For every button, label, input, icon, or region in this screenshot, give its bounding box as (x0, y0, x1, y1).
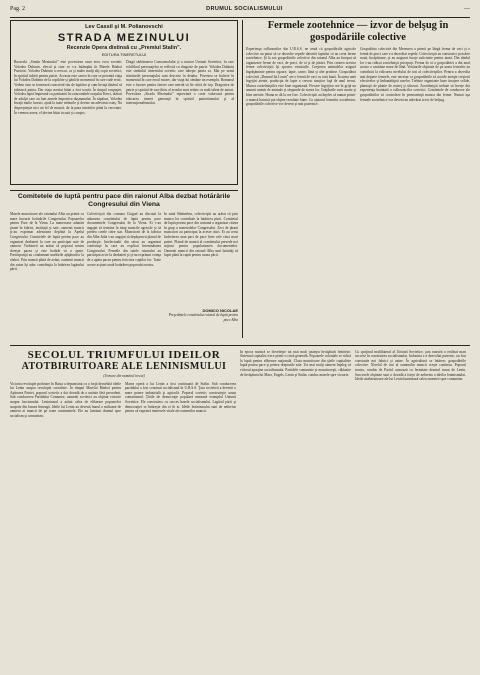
article-signature: DOMICO NICOLAE (202, 308, 238, 313)
header-mark: — (464, 6, 470, 12)
article-title: Comitetele de luptă pentru pace din raionul Alba dezbat hotărârile Congresului din Viena (17, 193, 231, 208)
article-title-line-2: ATOTBIRUITOARE ALE LENINISMULUI (21, 361, 227, 372)
article-secolul-triumfului (10, 345, 470, 669)
article-fermele-zootehnice (246, 20, 470, 332)
article-column-1: Experienţa colhozurilor din U.R.S.S. ne arată că gospodăriile agricole colective au putut să se dezvolte repede datorită faptului că au creat ferme zootehnice. Şi la noi gospodăriile colective din raionul Alba au început să organizeze ferme de vaci, de porci, de oi şi de păsări. Prin crearea acestor ferme colectiviştii îşi sporesc veniturile. Creşterea animalelor asigură îngrăşăminte pentru ogoare, lapte, carne, lână şi alte produse. Gospodăria colectivă „Drumul lui Lenin” are o fermă de vaci cu rasă bună. În urma unei îngrijiri atente, producţia de lapte a crescut simţitor faţă de anul trecut. Munca zootehniştilor este bine organizată. Fiecare îngrijitor are în grijă un anumit număr de animale şi răspunde de starea lor. Grajdurile sunt curate şi bine aerisite. Hrana se dă la ore fixe. Colectiviştii au înţeles că numai printr-o muncă harnică pot obţine rezultate bune. Cu ajutorul fermelor zootehnice, gospodăriile colective vor deveni şi mai puternice. (246, 47, 356, 107)
article-signature-note: Preşedintele comitetului raional de luptă pentru pace Alba (168, 313, 238, 322)
divider (10, 190, 238, 191)
article-byline: Lev Cassil şi M. Polianovschi (85, 24, 163, 30)
newspaper-title: DRUMUL SOCIALISMULUI (206, 6, 283, 12)
page-header (10, 6, 470, 16)
article-column-right: Dragă sărbătoarea Comsomolului şi a tuturor Uniunii Sovietice, în care echilibrul personajelor se reflectă cu dragoste de patrie. Volodea Dubinin este simbolul tineretului sovietic care iubeşte patria sa. Mai pe urmă trăsăturile personajului sunt descrise în detaliu. Povestea se încheie în momentul în care eroul moare, dar viaţa lui rămâne un exemplu. Romanul este o lucrare pentru tineret care merită să fie citită de toţi. Dragostea de patrie şi spiritul de sacrificiu al eroului sunt redate cu mult talent de autori. Povestirea „Strada Mezinului” reprezintă o carte valoroasă pentru educarea tinerei generaţii în spiritul patriotismului şi al internaţionalismului. (126, 60, 234, 106)
divider (10, 345, 470, 346)
article-title: Fermele zootehnice — izvor de belşug în gospodăriile colective (267, 20, 449, 43)
page-number: Pag. 2 (10, 6, 25, 12)
article-publisher: EDITURA TINERETULUI (101, 52, 147, 57)
article-subtitle: Recenzie Opera distinsă cu „Premiul Stalin”. (66, 45, 182, 51)
article-column-2: Gospodăria colectivă din Mereurea a primit pe lângă ferma de vaci şi o fermă de porci care s-a dezvoltat repede. Colectiviştii au construit o porcărie nouă, încăpătoare, şi au asigurat furaje suficiente pentru iarnă. Din rândul lor s-au ridicat zootehnişti pricepuţi. Ferma de oi a gospodăriei a dat anul acesta o cantitate mare de lână. Veniturile obţinute de pe urma fermelor au contribuit la ridicarea nivelului de trai al colectiviştilor. Pentru a dezvolta mai departe fermele, este necesar ca gospodăriile să acorde atenţie creşterii efectivelor şi îmbunătăţirii raselor. Trebuie organizate baze furajere solide, plantaţii de plante de nutreţ şi silozuri. Zootehniştii trebuie să înveţe din experienţa înaintată a colhoznicilor sovietici. Comitetele de conducere ale gospodăriilor să controleze în permanenţă munca din ferme. Numai aşa fermele zootehnice vor deveni un adevărat izvor de belşug. (360, 47, 470, 102)
article-strada-mezinului (10, 20, 238, 185)
article-column-left: Boravski „Strada Mezinului” este povestirea unui erou erou sovietic Volodea Dubinin, elevul şi cine ce s-a întâmplat în Marele Război Patriotic. Volodea Dubinin a crescut, ca şi multe mulţi alţi copii sovietici, în spiritul iubirii pentru patrie. Aceasta este cartea în care se prezintă viaţa lui Volodea Dubinin de la copilărie şi până în momentul în care cade eroic. Vedem cum se formează caracterul său de luptător şi cum învaţă tânărul să iubească patria. Dar viaţa acestui băiat a fost scurtă. În timpul ocupaţiei, Volodea luptă împreună cu partizanii în catacombele oraşului Kerci, alături de adulţii care au luat armele împotriva duşmanului. În săpături, Volodea învaţă multe lucruri, ajută la toate treburile şi devine un adevărat ostaş. Nu dispreţuieşte nici un fel de muncă, de la paza intrărilor până la cercetare. În vremea aceea, el devine băiat iscusit şi curajos. (14, 60, 122, 115)
article-title-line-1: SECOLUL TRIUMFULUI IDEILOR (27, 349, 221, 361)
header-rule (10, 17, 470, 18)
article-column-3: În satul Sântimbru, colectiviştii au arătat că prin munca lor contribuie la întărirea păcii. Comitetul de luptă pentru pace din comună a organizat citirea în grup a materialelor Congresului. Zeci de ţărani muncitori au participat la aceste citiri. Ei au cerut încheierea unui pact de pace între cele cinci mari puteri. Planul de muncă al comitetului prevede noi acţiuni pentru popularizarea documentelor. Oamenii muncii din raionul Alba sunt hotărâţi să lupte până la capăt pentru cauza păcii. (164, 212, 238, 258)
article-comitetele-lupta (10, 190, 238, 338)
article-column-1: Masele muncitoare ale raionului Alba au primit cu mare bucurie hotărârile Congresului Popoarelor pentru Pace de la Viena. La numeroase adunări ţinute în fabrici, instituţii şi sate, oamenii muncii şi-au exprimat adeziunea deplină la Apelul Congresului. Comitetele de luptă pentru pace au organizat dezbateri la care au participat sute de oameni. Vorbitorii au arătat că poporul nostru doreşte pacea şi este hotărât să o apere. Participanţii au condamnat uneltirile aţâţătorilor la război. Prin muncă plină de avânt, oamenii muncii din raion îşi aduc contribuţia la întărirea lagărului păcii. (10, 212, 84, 272)
article-subtitle: (Urmare din numărul trecut) (103, 374, 145, 378)
article-column-3: În epoca noastră se dovedeşte tot mai mult justeţea învăţăturii leniniste. Sistemul capitalist trece printr-o criză generală. Popoarele coloniale se ridică la luptă pentru eliberare naţională. Clasa muncitoare din ţările capitaliste luptă pentru pace şi pentru drepturile sale. Tot mai mulţi oameni înţeleg că viitorul aparţine socialismului. Partidele comuniste şi muncitoreşti, călăuzite de învăţătura lui Marx, Engels, Lenin şi Stalin, conduc masele spre victorie. (240, 349, 351, 377)
column-rule (242, 20, 243, 338)
article-column-1: Victoria revoluţiei proletare în Rusia a demonstrat cu o forţă deosebită ideile lui Lenin asupra revoluţiei socialiste. În timpul Marelui Război pentru Apărarea Patriei, poporul sovietic a dat dovadă de o unitate fără precedent. Sub conducerea Partidului Comunist, oamenii sovietici au obţinut victorie asupra fascismului. Leninismul a arătat calea de eliberare popoarelor asuprite din lumea întreagă. Ideile lui Lenin au devenit bunul a milioane de oameni ai muncii de pe toate continentele. Ele au luminat drumul spre socialism şi comunism. (10, 381, 121, 418)
article-column-2: Marea operă a lui Lenin a fost continuată de Stalin. Sub conducerea partidului a fost construit socialismul în U.R.S.S. Ţara sovietică a devenit o mare putere industrială şi agricolă. Poporul sovietic construieşte acum comunismul. Ţările de democraţie populară urmează exemplul Uniunii Sovietice. Ele construiesc cu succes bazele socialismului. Lagărul păcii şi democraţiei se întăreşte din zi în zi. Ideile leninismului sunt de neînvins pentru că exprimă interesele vitale ale oamenilor muncii. (125, 381, 236, 414)
article-column-2: Colectiviştii din comuna Ciugud au discutat la adunarea comitetului de luptă pentru pace documentele Congresului de la Viena. Ei s-au angajat să termine la timp muncile agricole şi să predea cotele către stat. Muncitorii de la fabrica din Alba-Iulia s-au angajat să depăşească planul de producţie. Intelectualii din raion au organizat conferinţe în care au explicat însemnătatea Congresului. Femeile din satele raionului au participat activ la dezbateri şi şi-au exprimat voinţa de a apăra pacea pentru fericirea copiilor lor. Toate aceste acţiuni arată hotărârea poporului nostru. (87, 212, 161, 267)
article-title: STRADA MEZINULUI (57, 32, 191, 44)
article-column-4: Cu sprijinul multilateral al Uniunii Sovietice, ţara noastră a realizat mari succese în construirea socialismului. Industria s-a dezvoltat puternic, au fost construite noi fabrici şi uzine. În agricultură se întăresc gospodăriile colective. Nivelul de trai al oamenilor muncii creşte continuu. Poporul nostru, condus de Partid, urmează cu fermitate drumul trasat de Lenin. Succesele obţinute sunt o dovadă a forţei de neînvins a ideilor leninismului. Ideile atotbiruitoare ale lui Lenin luminează calea omenirii spre comunism. (355, 349, 466, 382)
